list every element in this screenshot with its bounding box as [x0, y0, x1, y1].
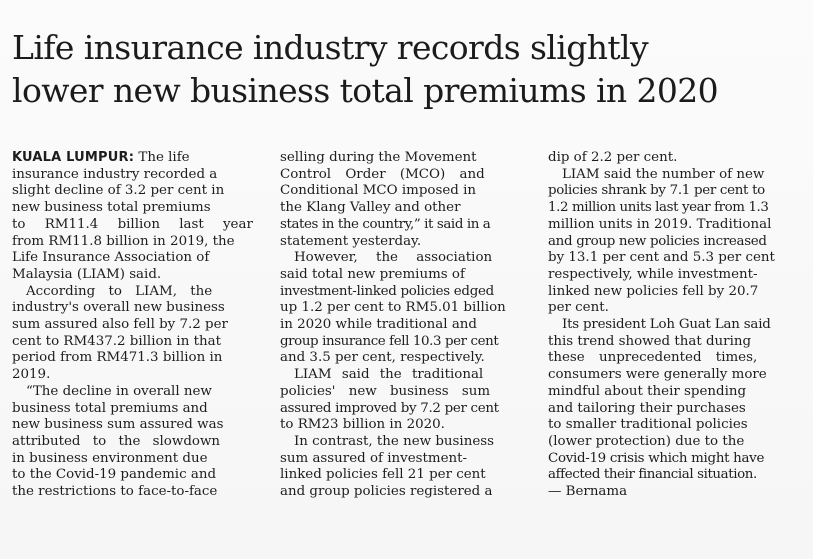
article-column-3 — [548, 150, 798, 545]
text-line: According to LIAM, the — [26, 283, 213, 299]
text-line: LIAM said the number of new — [562, 166, 765, 182]
text-line: (lower protection) due to the — [548, 433, 745, 449]
text-line: “The decline in overall new — [26, 383, 212, 399]
text-line: the Klang Valley and other — [280, 200, 461, 216]
text-line: from RM11.8 billion in 2019, the — [12, 233, 235, 249]
text-line: and tailoring their purchases — [548, 400, 746, 416]
text-line: policies shrank by 7.1 per cent to — [548, 183, 765, 199]
text-line: by 13.1 per cent and 5.3 per cent — [548, 250, 775, 266]
text-line: Conditional MCO imposed in — [280, 183, 476, 199]
dateline: KUALA LUMPUR: — [12, 150, 135, 165]
text-line: in 2020 while traditional and — [280, 317, 478, 333]
headline — [12, 26, 792, 112]
text-line: affected their financial situation. — [548, 467, 757, 483]
text-line: per cent. — [548, 300, 609, 316]
text-line: million units in 2019. Traditional — [548, 216, 772, 232]
text-line: KUALA LUMPUR: The life — [12, 150, 190, 165]
text-line: investment-linked policies edged — [280, 283, 494, 299]
text-line: to the Covid-19 pandemic and — [12, 467, 217, 483]
text-line: new business total premiums — [12, 200, 211, 216]
text-line: policies' new business sum — [280, 383, 491, 399]
text-line: new business sum assured was — [12, 417, 224, 433]
text-line: said total new premiums of — [280, 266, 465, 282]
text-line: up 1.2 per cent to RM5.01 billion — [280, 300, 506, 316]
article-column-2 — [280, 150, 530, 545]
article-column-1 — [12, 150, 262, 545]
text-line: sum assured of investment- — [280, 450, 468, 466]
text-line: assured improved by 7.2 per cent — [280, 400, 499, 416]
text-line: period from RM471.3 billion in — [12, 350, 223, 366]
text-line: Its president Loh Guat Lan said — [562, 317, 771, 333]
text-line: to RM11.4 billion last year — [12, 216, 253, 232]
text-line: Control Order (MCO) and — [280, 166, 485, 182]
text-line: slight decline of 3.2 per cent in — [12, 183, 225, 199]
text-line: Malaysia (LIAM) said. — [12, 266, 162, 282]
text-line: industry's overall new business — [12, 300, 225, 316]
text-line: to RM23 billion in 2020. — [280, 417, 445, 433]
text-line: statement yesterday. — [280, 233, 422, 249]
text-line: sum assured also fell by 7.2 per — [12, 317, 228, 333]
headline-line-1: Life insurance industry records slightly — [12, 28, 649, 67]
text-line: selling during the Movement — [280, 150, 477, 165]
text-line: business total premiums and — [12, 400, 208, 416]
text-line: insurance industry recorded a — [12, 166, 218, 182]
text-line: this trend showed that during — [548, 333, 752, 349]
text-line: However, the association — [294, 250, 493, 266]
text-line: and 3.5 per cent, respectively. — [280, 350, 485, 366]
text-line: 2019. — [12, 367, 51, 383]
text-line: consumers were generally more — [548, 367, 767, 383]
text-line: dip of 2.2 per cent. — [548, 150, 678, 165]
text-line: In contrast, the new business — [294, 433, 494, 449]
text-line: Covid-19 crisis which might have — [548, 450, 765, 466]
text-line: Life Insurance Association of — [12, 250, 210, 266]
text-line: states in the country,” it said in a — [280, 216, 491, 232]
text-line: and group new policies increased — [548, 233, 767, 249]
text-line: the restrictions to face-to-face — [12, 484, 218, 500]
text-line: these unprecedented times, — [548, 350, 758, 366]
text-line: and group policies registered a — [280, 484, 493, 500]
text-line: LIAM said the traditional — [294, 367, 484, 383]
text-line: to smaller traditional policies — [548, 417, 748, 433]
text-line: attributed to the slowdown — [12, 433, 221, 449]
text-line: cent to RM437.2 billion in that — [12, 333, 221, 349]
text-line: mindful about their spending — [548, 383, 747, 399]
headline-line-2: lower new business total premiums in 2020 — [12, 71, 719, 110]
text-line: group insurance fell 10.3 per cent — [280, 333, 499, 349]
text-line: respectively, while investment- — [548, 266, 758, 282]
text-line: linked policies fell 21 per cent — [280, 467, 486, 483]
text-line: in business environment due — [12, 450, 208, 466]
article-body — [12, 150, 798, 545]
text-line: 1.2 million units last year from 1.3 — [548, 200, 769, 216]
text-line: linked new policies fell by 20.7 — [548, 283, 759, 299]
byline: — Bernama — [548, 484, 628, 500]
